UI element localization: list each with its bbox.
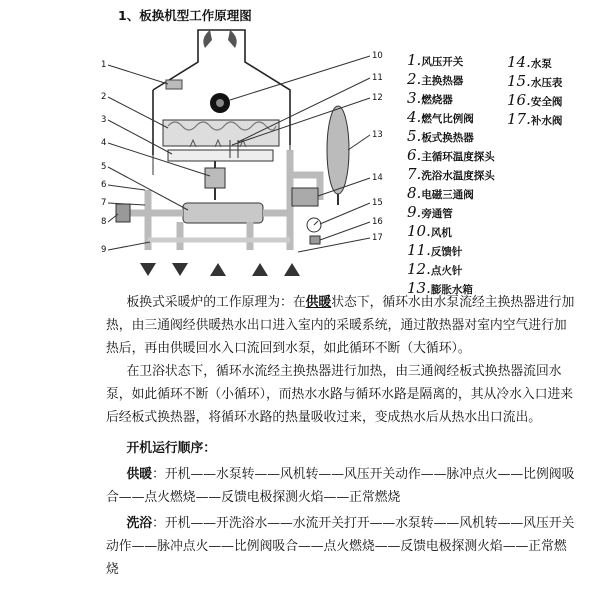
legend-number: 5.: [407, 127, 422, 145]
diagram-label: 1: [101, 60, 107, 70]
legend-number: 12.: [407, 260, 431, 278]
legend-item: [507, 71, 562, 91]
expansion-tank: [327, 106, 349, 194]
plate-heat-exchanger: [183, 203, 263, 223]
legend-label: 主换热器: [421, 75, 464, 87]
diagram-label: 12: [372, 93, 383, 103]
legend-label: 补水阀: [530, 115, 563, 127]
heating-sequence: 供暖：开机——水泵转——风机转——风压开关动作——脉冲点火——比例阀吸合——点火燃烧——反馈电极探测火焰——正常燃烧: [106, 467, 575, 505]
legend-item: [407, 221, 452, 241]
description-text: [106, 291, 576, 581]
legend-number: 7.: [407, 165, 422, 183]
legend-item: [407, 145, 495, 165]
diagram-label: 17: [372, 233, 383, 243]
three-way-valve: [116, 204, 130, 222]
legend-item: [407, 240, 462, 260]
legend-item: [407, 88, 453, 108]
legend-label: 反馈针: [430, 246, 463, 258]
diagram-label: 3: [101, 115, 107, 125]
diagram-label: 7: [101, 198, 107, 208]
legend-label: 燃烧器: [421, 94, 453, 106]
legend-label: 电磁三通阀: [421, 189, 474, 201]
diagram-label: 14: [372, 173, 383, 183]
legend-label: 水压表: [530, 77, 563, 89]
diagram-label: 10: [372, 51, 383, 61]
boiler-diagram: [0, 0, 600, 290]
diagram-label: 9: [101, 245, 107, 255]
legend-item: [407, 183, 474, 203]
diagram-label: 2: [101, 92, 107, 102]
bathing-sequence: 洗浴：开机——开洗浴水——水流开关打开——水泵转——风机转——风压开关动作——脉冲点火——比例阀吸合——点火燃烧——反馈电极探测火焰——正常燃烧: [106, 516, 575, 577]
outlet-arrow-icon: [140, 263, 156, 276]
startup-heading: 开机运行顺序：: [126, 441, 217, 456]
exhaust-arrow-icon: [228, 30, 237, 48]
legend-number: 9.: [407, 203, 422, 221]
pump: [292, 188, 318, 206]
legend-label: 水泵: [530, 58, 552, 70]
legend-item: [407, 202, 453, 222]
legend-item: [507, 109, 562, 129]
inlet-arrow-icon: [284, 263, 300, 276]
legend-label: 主循环温度探头: [421, 151, 495, 163]
legend-number: 1.: [407, 51, 422, 69]
legend-number: 16.: [507, 91, 531, 109]
legend-number: 13.: [407, 279, 431, 297]
section-title: 1、板换机型工作原理图: [118, 8, 252, 23]
inlet-arrow-icon: [210, 263, 226, 276]
legend-number: 11.: [407, 241, 431, 259]
outlet-arrow-icon: [172, 263, 188, 276]
legend-item: [507, 52, 552, 72]
pressure-switch: [166, 80, 182, 89]
diagram-label: 4: [101, 138, 107, 148]
legend-label: 燃气比例阀: [421, 113, 474, 125]
legend-number: 3.: [407, 89, 422, 107]
legend-label: 风压开关: [421, 56, 464, 68]
legend-number: 4.: [407, 108, 422, 126]
gas-valve: [205, 168, 225, 188]
diagram-label: 8: [101, 217, 107, 227]
legend-number: 14.: [507, 53, 531, 71]
legend-item: [407, 69, 463, 89]
legend-label: 点火针: [430, 265, 463, 277]
legend-item: [407, 126, 474, 146]
legend-label: 膨胀水箱: [430, 284, 473, 296]
exhaust-arrow-icon: [203, 30, 212, 48]
legend-number: 17.: [507, 110, 531, 128]
diagram-label: 5: [101, 162, 107, 172]
diagram-label: 16: [372, 217, 383, 227]
paragraph-heating-principle: 板换式采暖炉的工作原理为：在供暖状态下，循环水由水泵流经主换热器进行加热，由三通阀经供暖热水出口进入室内的采暖系统，通过散热器对室内空气进行加热后，再由供暖回水入口流回到水泵，如此循环不断（大循环）。: [106, 295, 575, 356]
legend-label: 洗浴水温度探头: [421, 170, 495, 182]
legend-number: 8.: [407, 184, 422, 202]
legend-number: 6.: [407, 146, 422, 164]
burner: [168, 150, 273, 161]
legend-label: 风机: [430, 227, 452, 239]
safety-valve: [310, 236, 320, 244]
legend-number: 2.: [407, 70, 422, 88]
diagram-label: 15: [372, 198, 383, 208]
paragraph-bathing-principle: 在卫浴状态下，循环水流经主换热器进行加热，由三通阀经板式换热器流回水泵，如此循环不断（小循环），而热水水路与循环水路是隔离的，其从冷水入口进来后经板式换热器，将循环水路的热量吸收过来，变成热水后从热水出口流出。: [106, 364, 574, 425]
legend-number: 10.: [407, 222, 431, 240]
legend-label: 安全阀: [530, 96, 563, 108]
legend-label: 板式换热器: [421, 132, 474, 144]
inlet-arrow-icon: [252, 263, 268, 276]
legend-item: [507, 90, 562, 110]
legend-label: 旁通管: [421, 208, 453, 220]
diagram-label: 6: [101, 180, 107, 190]
legend-item: [407, 50, 463, 70]
legend-item: [407, 259, 462, 279]
legend-item: [407, 164, 495, 184]
legend-item: [407, 107, 474, 127]
diagram-label: 11: [372, 73, 383, 83]
diagram-label: 13: [372, 130, 383, 140]
legend-number: 15.: [507, 72, 531, 90]
